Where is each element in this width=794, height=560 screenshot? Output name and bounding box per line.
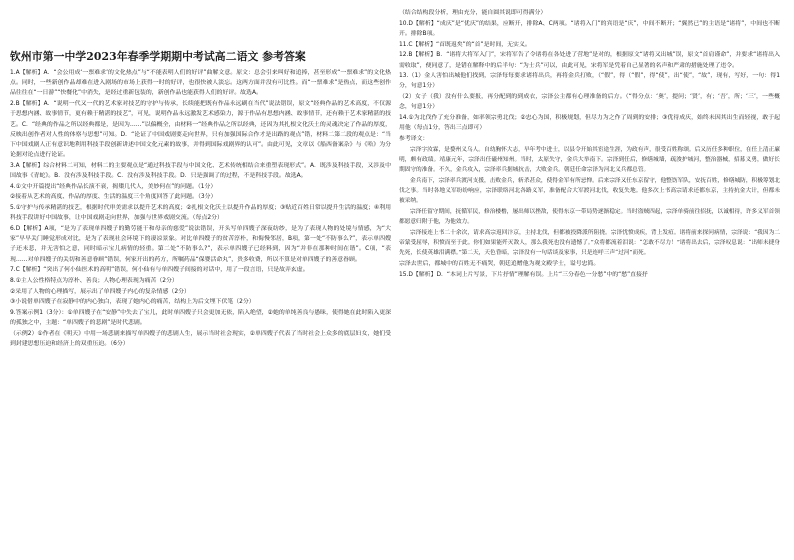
answer-paragraph: 15.D【解析】D．“本词上片写景，下片抒情”理解有误。上片“三分春色一分愁”中的“愁”直接抒 bbox=[399, 271, 648, 278]
answer-paragraph: 11.C【解析】“首既返矣”的“首”是时间，无实义。 bbox=[399, 41, 531, 48]
answer-paragraph: 参考译文： bbox=[399, 135, 429, 142]
answer-paragraph: 宗泽去世后，都城中的百姓无不痛哭，朝廷追赠他为观文殿学士，谥号忠简。 bbox=[399, 260, 600, 267]
answer-paragraph: 宗泽接连上书二十余次，请求高宗返回汴京，主持北伐，但都被投降派所阻挠。宗泽忧愤成疾，背上发疽。诸将前来探问病情，宗泽说：“我因为二帝蒙受屈辱，积愤而至于此。你们如果能歼灭敌人，那么我死也没有遗憾了。”众将都流着泪说：“怎敢不尽力！”诸将出去后，宗泽叹息说：“出师未捷身先死，长使英雄泪满襟。”第二天，天色昏暗，宗泽没有一句话谈及家事，只是连呼三声“过河”而死。 bbox=[399, 229, 780, 257]
two-column-layout bbox=[10, 8, 780, 556]
right-column-body bbox=[399, 8, 780, 280]
answer-paragraph: 10.D【解析】“成庆”是“优庆”的结果，应断开，排除A、C两项。“诸将入门”的宾语是“庆”，中间不断开；“翼然已”的主语是“诸将”，中间也不断开。排除B项。 bbox=[399, 20, 780, 37]
answer-paragraph: 8.①主人公性格特点为淳朴、善良；人物心理表现为痛苦（2分） bbox=[10, 278, 178, 285]
answer-paragraph: 5.①守护与传承精湛的技艺，根据时代审美需求以提升艺术的高度；②扎根文化沃土以提升作品的厚度；③贴近百姓日常以提升生活的温度；④利用科技手段讲好中国故事，让中国戏剧走向世界，加强与世界戏剧交流。（每点2分） bbox=[10, 205, 391, 222]
answer-paragraph: 9.答案示例1（3分）：①单四嫂子在“安静”中失去了宝儿，此时单四嫂子只会更加无依，陷入绝望，②她的单纯善良与愚昧，使得她在此时陷入更深的孤独之中，主题：“单四嫂子的悲剧”是时代悲剧。 bbox=[10, 310, 391, 327]
answer-paragraph: 1.A【解析】A．“会公用成‘一票难求’的文化热点”与“不能表明人们的好评”曲解文意。原文：总会引来叫好和追捧，甚至形成“一票难求”的文化热点。同时，一些新创作品却难在进入剧场的市场上获得一时的好评，也很快被人淡忘。这两方面并没有可比性。而“一票难求”是热点，而这些创作品往往在“一日游”“快餐化”中消失，是经过重新包装的，新创作品也能获得人们的好评。故选A。 bbox=[10, 70, 391, 97]
answer-paragraph: 宗泽任留守期间，抚循军民，修治楼橹，屡出师以挫敌，使得东京一带局势逐渐稳定。当时盗贼四起，宗泽单骑前往招抚，以诚相待，许多义军首领都愿意归附于他，为他效力。 bbox=[399, 208, 780, 226]
answer-paragraph: 12.B【解析】B．“诸将大将军入门”，宋将军告了令诸将在各处进了营地”是对的，根据原文“诸将又出城”误，原文“首肩谨命”，并要求“诸将出入需收取”，便同意了，是错在解释中的后半句：“为士兵”可以，由此可见，宋将军是凭着自己显著的名声和严肃的措施处理了违令。 bbox=[399, 52, 780, 69]
answer-paragraph: 13.（1）金人害怕出城他们找到，宗泽每每要求诸将出兵，再将金兵打败，（“假”，得（“假”，得“使”，出“使”，“故”，现有，写好，一句：得1分，句意1分） bbox=[399, 73, 780, 90]
answer-paragraph: 3.A【解析】综合材料二可知，材料二的主要观点是“通过科技手段与中国文化、艺术传统相结合来重塑表现形式”。A．既涉及科技手段，又涉及中国故事《青蛇》。B．没有涉及科技手段。C．没有涉及科技手段。D．只是强调了的过程，不是科技手段。故选A。 bbox=[10, 162, 391, 180]
answer-paragraph: （2）女子（我）没有什么要报，再分配到的到成衣，宗泽公主都有心理准备的后方。（“得分点：‘奥’，提问；‘贤’，有；‘吾’，所；‘三’，一些概念，句意1分） bbox=[399, 94, 780, 111]
left-column bbox=[10, 8, 391, 556]
answer-paragraph: 7.C【解析】“突出了何小仙医术的高明”错误，何小仙有与单四嫂子间接的对话中，用了一段言语，只是故弄玄虚。 bbox=[10, 267, 309, 274]
answer-paragraph: 6.D【解析】A项，“是为了表现单四嫂子的勤劳能干和母亲的慈爱”说法错误，开头写单四嫂子深夜纺纱，是为了表现人物的处境与情感，为“大家”早早关门睡觉形成对比，是为了表现社会环境下的凄凉景象。对比单四嫂子的贫苦淳朴，和侮慢邻居，B项，第一处“不防事么?”，表示单四嫂子还未悲，并无害怕之意，同时暗示宝儿病情的轻重。第二处“不防事么?”，表示单四嫂子已经料到，因为“并非在那种时间在谐”。C项，“表现……对单四嫂子的关切和善意眷顾”错误，何家开出的药方，所嘱药品“保婴活命丸”，贵多收费，所以不算是对单四嫂子的善意眷顾。 bbox=[10, 226, 391, 263]
answer-paragraph: 金兵南下，宗泽率兵渡河支援，击败金兵，斩杀甚众，使得金军有所忌惮。后来宗泽又任东京留守，他整饬军队，安抚百姓，修缮城防，积极筹划北伐之事。当时各地义军纷纷响应，宗泽联络河北各路义军，准备配合大军渡河北伐，收复失地。他多次上书高宗请求还都东京，主持抗金大计，但都未被采纳。 bbox=[399, 177, 780, 205]
page-title: 钦州市第一中学2023年春季学期期中考试高二语文 参考答案 bbox=[10, 50, 306, 63]
answer-paragraph: （示例2）①作者在《明天》中用一场悲剧来描写单四嫂子的悲剧人生，展示当时社会现实，②单四嫂子代表了当时社会上众多的底层妇女，她们受到封建思想压迫和经济上的双重压迫。（6分） bbox=[10, 331, 391, 348]
answer-paragraph: ③小说借单四嫂子在寂静中的内心独白，表现了她内心的痛苦，结构上为后文埋下伏笔（2分） bbox=[10, 299, 255, 306]
right-column bbox=[399, 8, 780, 556]
answer-paragraph: 14.①为北伐作了充分准备，如率领宗勇北伐；②忠心为国，积极规划，但尽力为之作了周到的安排；③优待成庆，始终未因其出生而轻视，敢于起用他（每点1分，答出三点即可） bbox=[399, 115, 780, 132]
answer-paragraph: 4.①文中开篇提出“经典作品长演不衰，揭橥几代人，美妙何在”的问题。（1分） bbox=[10, 183, 217, 190]
answer-paragraph: ②接着从艺术的高度、作品的厚度、生活的温度三个角度回答了此问题。（3分） bbox=[10, 194, 217, 201]
answer-paragraph: ②采用了人物的心理描写，展示出了单四嫂子内心的复杂情感（2分） bbox=[10, 288, 190, 295]
left-column-body bbox=[10, 68, 391, 349]
answer-paragraph: 2.B【解析】A．“说明一代又一代的艺术家对技艺的守护与传承，长续能把既有作品永远刷在当代”说法错误，原文“经典作品的艺术高度，不仅源于思想内涵、故事情节，更有赖于精湛的技艺”，可见，说明作品永远激发艺术感染力，源于作品有思想内涵、故事情节，还有赖于艺术家精湛的技艺。C．“经典的作品之所以经典都是，是因为……”以偏概全，由材料一“经典作品之所以经典，还因为其扎根文化沃土的灵魂决定了作品的厚度，反映出创作者对人性的体察与思想”可知。D．“论证了中国戏剧要走向世界，只有加强国际合作才是出路的观点”错，材料二第二段的观点是：“当下中国戏剧人正有意识地利用科技手段创新讲述中国文化元素的故事，并得到国际戏剧界的认可”。由此可见，文章以《船西备案杂》与《哈》为分论据对论点进行论证。 bbox=[10, 101, 391, 159]
answer-paragraph: 宗泽字汝霖，是婺州义乌人。自幼胸怀大志，早年考中进士，以县令开始其宦途生涯，为政有声，很受百姓称颂。后又历任多种职位，在任上清正廉明，颇有政绩。靖康元年，宗泽出任磁州知州。当时，太原失守，金兵大举南下。宗泽到任后，修缮城墙，疏浚护城河，整治器械，招募义勇，做好长期固守的准备。不久，金兵攻入，宗泽率兵据城抗击，大败金兵。朝廷任命宗泽为河北义兵都总管。 bbox=[399, 146, 780, 174]
answer-paragraph: （结合结构段分析，理由充分，能自圆其说即可得满分） bbox=[399, 10, 547, 16]
